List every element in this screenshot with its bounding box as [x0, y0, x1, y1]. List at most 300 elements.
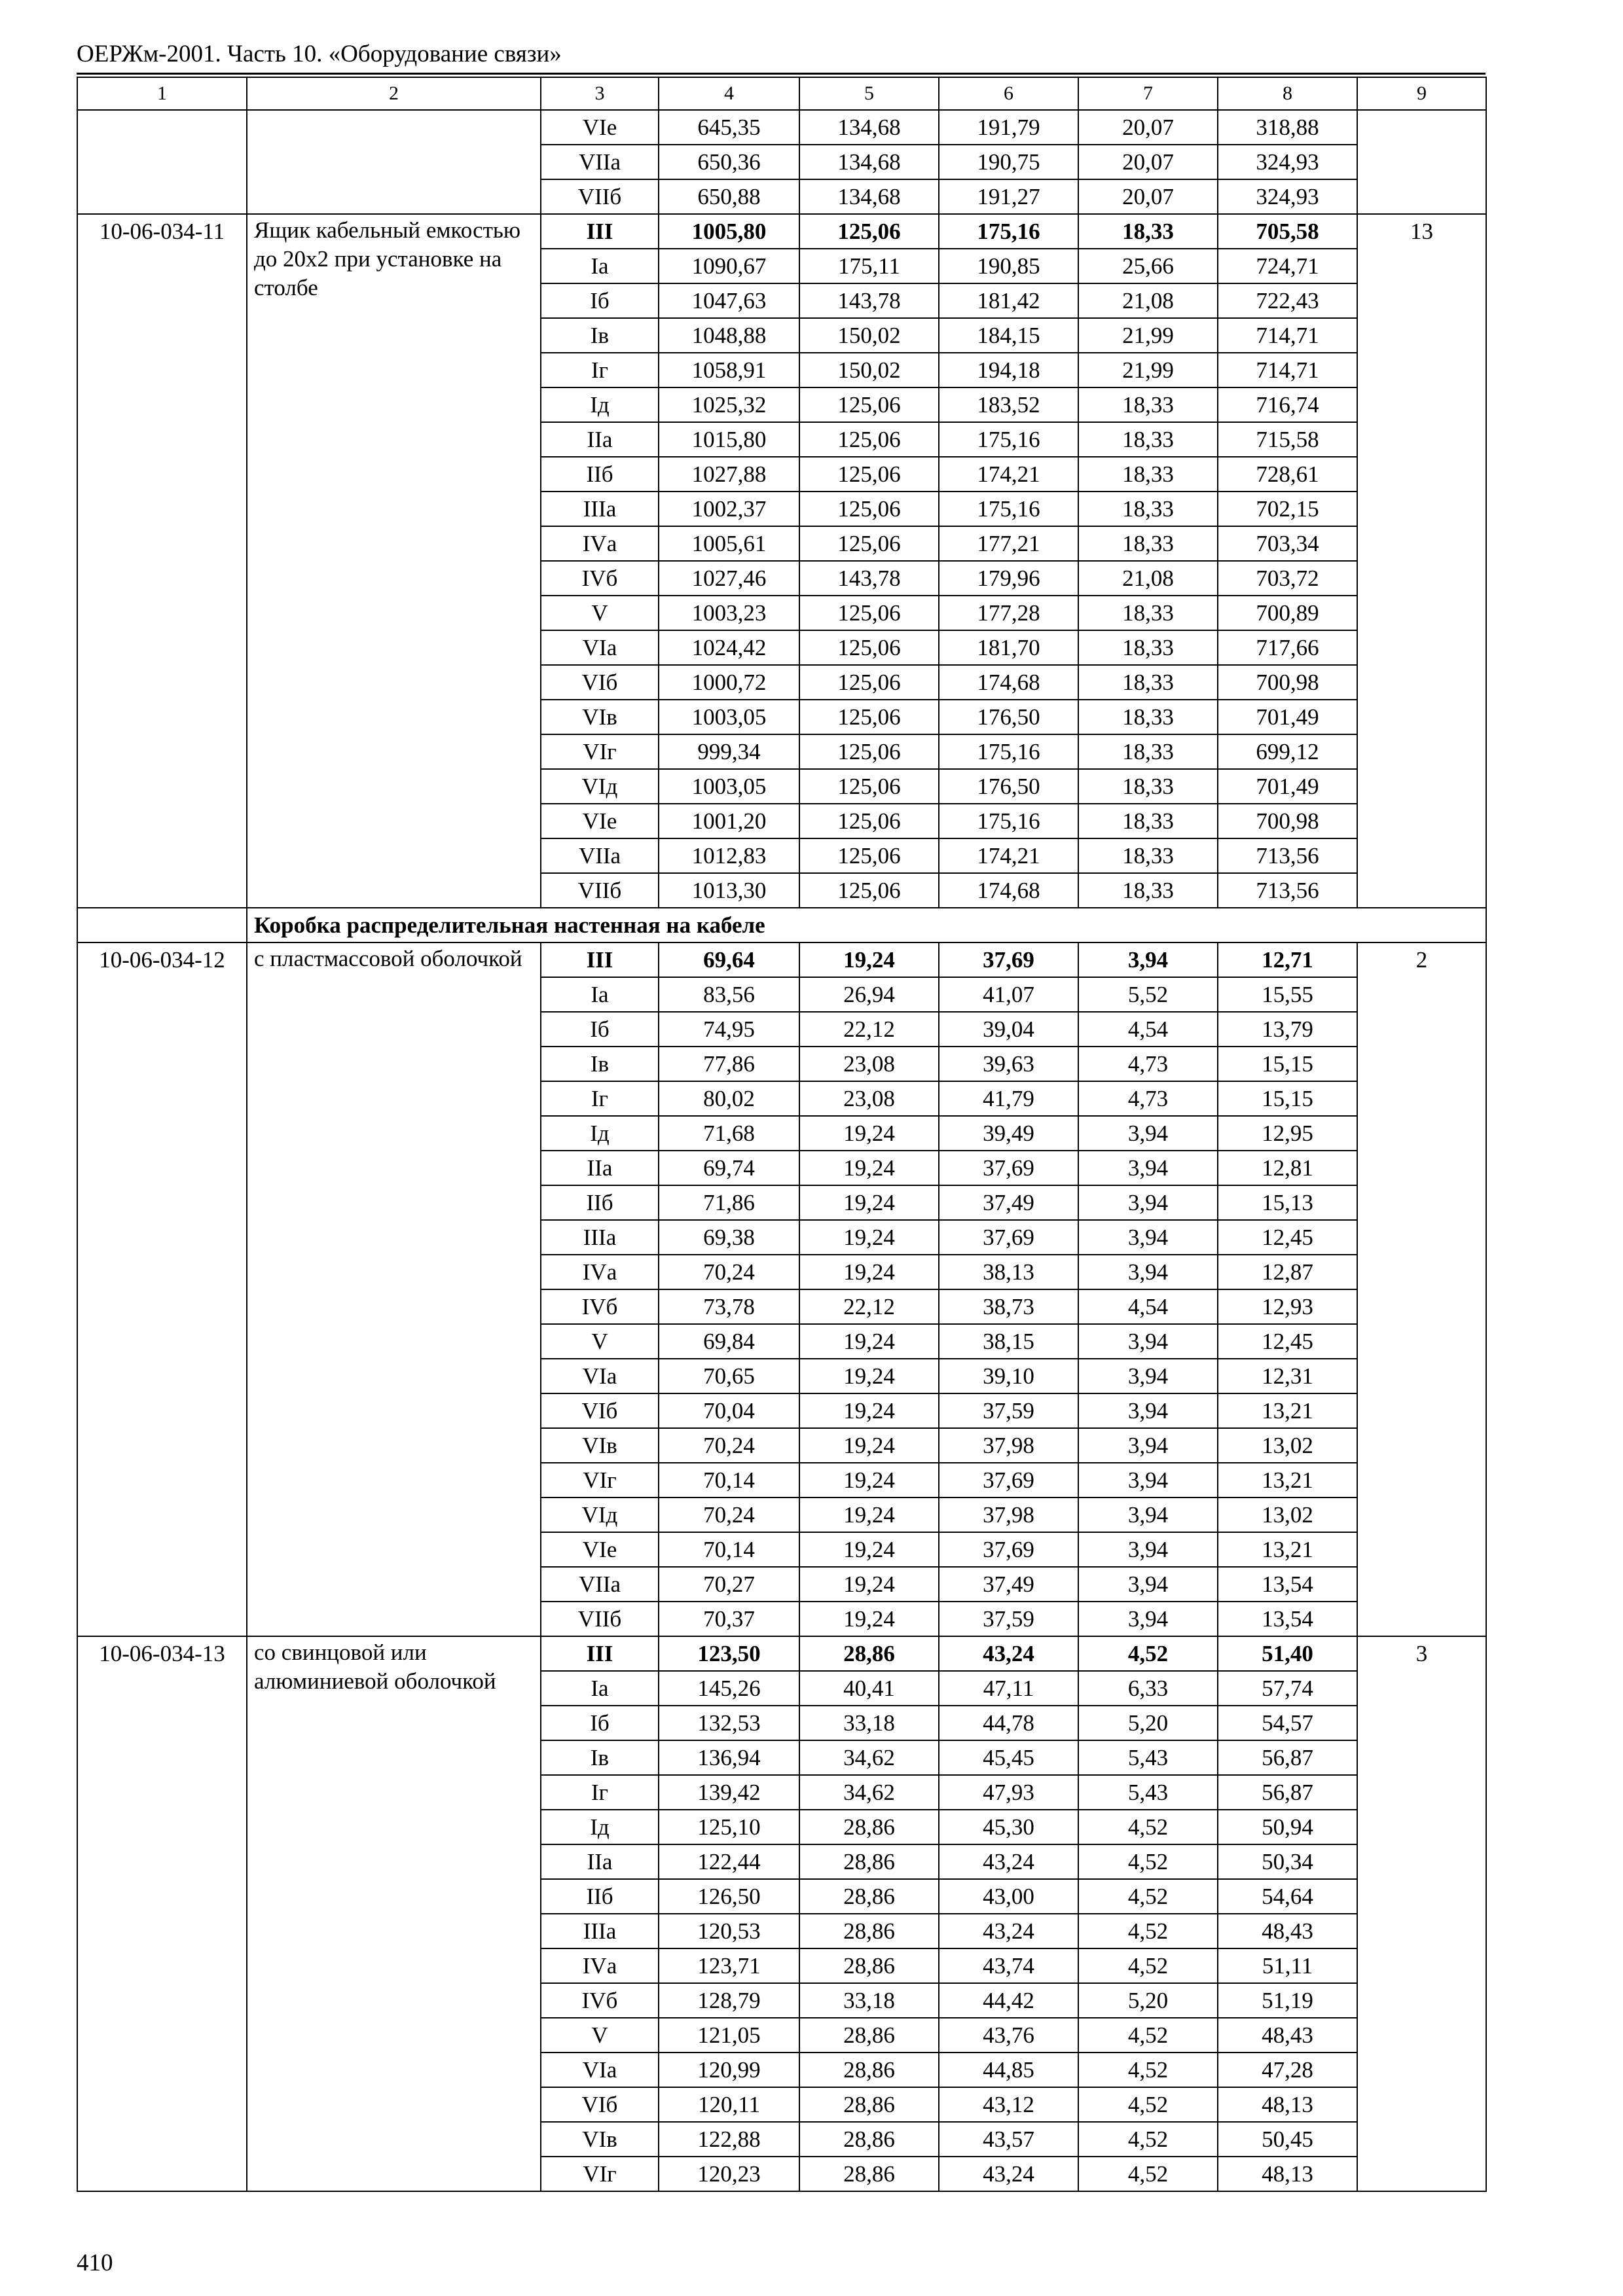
materials-cost: 54,57 — [1218, 1706, 1357, 1740]
total-cost: 123,71 — [659, 1948, 799, 1983]
total-cost: 1000,72 — [659, 665, 799, 700]
table-row — [77, 942, 1486, 977]
machinist-wages: 4,73 — [1078, 1047, 1218, 1081]
total-cost: 136,94 — [659, 1740, 799, 1775]
page-number: 410 — [77, 2250, 113, 2276]
total-cost: 1090,67 — [659, 249, 799, 283]
wages: 19,24 — [799, 1532, 939, 1567]
machine-cost: 37,59 — [939, 1393, 1078, 1428]
machine-cost: 174,21 — [939, 838, 1078, 873]
total-cost: 650,36 — [659, 145, 799, 179]
machinist-wages: 18,33 — [1078, 873, 1218, 908]
machinist-wages: 4,52 — [1078, 1810, 1218, 1844]
machinist-wages: 4,52 — [1078, 1879, 1218, 1914]
zone-code: Iа — [541, 249, 659, 283]
zone-code: Iг — [541, 1081, 659, 1116]
machine-cost: 37,69 — [939, 942, 1078, 977]
materials-cost: 51,19 — [1218, 1983, 1357, 2018]
total-cost: 1027,46 — [659, 561, 799, 596]
machine-cost: 194,18 — [939, 353, 1078, 387]
machinist-wages: 4,52 — [1078, 1844, 1218, 1879]
total-cost: 1012,83 — [659, 838, 799, 873]
materials-cost: 48,13 — [1218, 2087, 1357, 2122]
zone-code: VIIб — [541, 179, 659, 214]
zone-code: Iг — [541, 353, 659, 387]
total-cost: 1025,32 — [659, 387, 799, 422]
zone-code: VIIа — [541, 145, 659, 179]
machinist-wages: 4,52 — [1078, 2087, 1218, 2122]
zone-code: Iа — [541, 977, 659, 1012]
materials-cost: 700,98 — [1218, 804, 1357, 838]
materials-cost: 15,13 — [1218, 1185, 1357, 1220]
zone-code: VIб — [541, 2087, 659, 2122]
wages: 125,06 — [799, 665, 939, 700]
total-cost: 69,38 — [659, 1220, 799, 1255]
zone-code: III — [541, 942, 659, 977]
wages: 19,24 — [799, 1255, 939, 1289]
zone-code: VIг — [541, 1463, 659, 1498]
total-cost: 83,56 — [659, 977, 799, 1012]
materials-cost: 12,95 — [1218, 1116, 1357, 1151]
wages: 33,18 — [799, 1706, 939, 1740]
item-name: Ящик кабельный емкостью до 20х2 при установке на столбе — [247, 214, 541, 908]
total-cost: 1047,63 — [659, 283, 799, 318]
machinist-wages: 18,33 — [1078, 596, 1218, 630]
machinist-wages: 18,33 — [1078, 769, 1218, 804]
machinist-wages: 4,52 — [1078, 1636, 1218, 1671]
materials-cost: 722,43 — [1218, 283, 1357, 318]
total-cost: 74,95 — [659, 1012, 799, 1047]
machine-cost: 37,98 — [939, 1428, 1078, 1463]
materials-cost: 703,34 — [1218, 526, 1357, 561]
wages: 19,24 — [799, 1359, 939, 1393]
zone-code: VIIа — [541, 1567, 659, 1602]
machine-cost: 37,49 — [939, 1185, 1078, 1220]
zone-code: V — [541, 1324, 659, 1359]
total-cost: 70,04 — [659, 1393, 799, 1428]
machinist-wages: 5,20 — [1078, 1706, 1218, 1740]
machinist-wages: 3,94 — [1078, 1185, 1218, 1220]
machine-cost: 177,21 — [939, 526, 1078, 561]
materials-cost: 716,74 — [1218, 387, 1357, 422]
materials-cost: 50,45 — [1218, 2122, 1357, 2157]
machinist-wages: 3,94 — [1078, 1359, 1218, 1393]
zone-code: IIб — [541, 1185, 659, 1220]
wages: 26,94 — [799, 977, 939, 1012]
machinist-wages: 18,33 — [1078, 387, 1218, 422]
column-number: 4 — [659, 77, 799, 110]
wages: 33,18 — [799, 1983, 939, 2018]
zone-code: III — [541, 1636, 659, 1671]
wages: 125,06 — [799, 457, 939, 492]
machinist-wages: 5,20 — [1078, 1983, 1218, 2018]
item-group: 2 — [1357, 942, 1486, 1636]
machine-cost: 37,69 — [939, 1151, 1078, 1185]
machinist-wages: 6,33 — [1078, 1671, 1218, 1706]
materials-cost: 48,43 — [1218, 1914, 1357, 1948]
materials-cost: 13,21 — [1218, 1463, 1357, 1498]
total-cost: 70,24 — [659, 1428, 799, 1463]
total-cost: 1005,80 — [659, 214, 799, 249]
total-cost: 1001,20 — [659, 804, 799, 838]
machinist-wages: 5,43 — [1078, 1740, 1218, 1775]
zone-code: VIа — [541, 1359, 659, 1393]
total-cost: 69,84 — [659, 1324, 799, 1359]
materials-cost: 15,15 — [1218, 1047, 1357, 1081]
zone-code: VIа — [541, 630, 659, 665]
wages: 125,06 — [799, 838, 939, 873]
wages: 19,24 — [799, 1151, 939, 1185]
wages: 19,24 — [799, 1463, 939, 1498]
wages: 125,06 — [799, 526, 939, 561]
wages: 125,06 — [799, 734, 939, 769]
machinist-wages: 4,52 — [1078, 2053, 1218, 2087]
machinist-wages: 3,94 — [1078, 942, 1218, 977]
section-title: Коробка распределительная настенная на кабеле — [247, 908, 1486, 942]
machine-cost: 175,16 — [939, 734, 1078, 769]
machinist-wages: 20,07 — [1078, 179, 1218, 214]
machinist-wages: 4,52 — [1078, 2157, 1218, 2191]
zone-code: VIб — [541, 1393, 659, 1428]
zone-code: IIа — [541, 1844, 659, 1879]
page-header: ОЕРЖм-2001. Часть 10. «Оборудование связи» — [77, 41, 562, 67]
machine-cost: 191,79 — [939, 110, 1078, 145]
machine-cost: 37,59 — [939, 1602, 1078, 1636]
machinist-wages: 20,07 — [1078, 145, 1218, 179]
materials-cost: 324,93 — [1218, 179, 1357, 214]
materials-cost: 13,54 — [1218, 1602, 1357, 1636]
zone-code: VIа — [541, 2053, 659, 2087]
wages: 19,24 — [799, 1428, 939, 1463]
zone-code: VIд — [541, 1498, 659, 1532]
machinist-wages: 3,94 — [1078, 1220, 1218, 1255]
materials-cost: 703,72 — [1218, 561, 1357, 596]
wages: 28,86 — [799, 1879, 939, 1914]
wages: 34,62 — [799, 1740, 939, 1775]
price-table-body — [77, 77, 1486, 2191]
machine-cost: 39,63 — [939, 1047, 1078, 1081]
total-cost: 70,14 — [659, 1463, 799, 1498]
wages: 19,24 — [799, 1498, 939, 1532]
total-cost: 1005,61 — [659, 526, 799, 561]
item-group: 13 — [1357, 214, 1486, 908]
column-number: 9 — [1357, 77, 1486, 110]
total-cost: 122,44 — [659, 1844, 799, 1879]
total-cost: 122,88 — [659, 2122, 799, 2157]
materials-cost: 724,71 — [1218, 249, 1357, 283]
column-number: 1 — [77, 77, 247, 110]
column-number-row — [77, 77, 1486, 110]
machinist-wages: 18,33 — [1078, 492, 1218, 526]
machinist-wages: 3,94 — [1078, 1428, 1218, 1463]
materials-cost: 15,55 — [1218, 977, 1357, 1012]
machinist-wages: 18,33 — [1078, 700, 1218, 734]
total-cost: 69,64 — [659, 942, 799, 977]
zone-code: IVб — [541, 1983, 659, 2018]
total-cost: 1027,88 — [659, 457, 799, 492]
zone-code: IIа — [541, 422, 659, 457]
zone-code: VIIб — [541, 873, 659, 908]
wages: 125,06 — [799, 422, 939, 457]
wages: 19,24 — [799, 942, 939, 977]
wages: 22,12 — [799, 1289, 939, 1324]
machine-cost: 44,42 — [939, 1983, 1078, 2018]
wages: 28,86 — [799, 2087, 939, 2122]
materials-cost: 54,64 — [1218, 1879, 1357, 1914]
machine-cost: 191,27 — [939, 179, 1078, 214]
machine-cost: 37,69 — [939, 1220, 1078, 1255]
zone-code: VIв — [541, 700, 659, 734]
total-cost: 123,50 — [659, 1636, 799, 1671]
total-cost: 120,23 — [659, 2157, 799, 2191]
item-name: с пластмассовой оболочкой — [247, 942, 541, 1636]
materials-cost: 12,81 — [1218, 1151, 1357, 1185]
machine-cost: 41,07 — [939, 977, 1078, 1012]
materials-cost: 15,15 — [1218, 1081, 1357, 1116]
machine-cost: 39,49 — [939, 1116, 1078, 1151]
machine-cost: 43,12 — [939, 2087, 1078, 2122]
machine-cost: 37,69 — [939, 1463, 1078, 1498]
wages: 143,78 — [799, 283, 939, 318]
machine-cost: 39,10 — [939, 1359, 1078, 1393]
machinist-wages: 18,33 — [1078, 526, 1218, 561]
total-cost: 1003,05 — [659, 769, 799, 804]
machinist-wages: 18,33 — [1078, 422, 1218, 457]
wages: 40,41 — [799, 1671, 939, 1706]
zone-code: IVа — [541, 526, 659, 561]
zone-code: VIв — [541, 1428, 659, 1463]
machine-cost: 176,50 — [939, 769, 1078, 804]
machinist-wages: 4,54 — [1078, 1289, 1218, 1324]
zone-code: Iа — [541, 1671, 659, 1706]
wages: 28,86 — [799, 1636, 939, 1671]
total-cost: 70,14 — [659, 1532, 799, 1567]
wages: 125,06 — [799, 492, 939, 526]
machinist-wages: 21,08 — [1078, 283, 1218, 318]
wages: 28,86 — [799, 1914, 939, 1948]
machinist-wages: 18,33 — [1078, 630, 1218, 665]
item-group: 3 — [1357, 1636, 1486, 2191]
materials-cost: 324,93 — [1218, 145, 1357, 179]
wages: 125,06 — [799, 596, 939, 630]
total-cost: 77,86 — [659, 1047, 799, 1081]
machine-cost: 43,74 — [939, 1948, 1078, 1983]
code-cell — [77, 110, 247, 214]
zone-code: V — [541, 596, 659, 630]
machinist-wages: 18,33 — [1078, 665, 1218, 700]
machine-cost: 38,15 — [939, 1324, 1078, 1359]
machinist-wages: 18,33 — [1078, 457, 1218, 492]
materials-cost: 713,56 — [1218, 873, 1357, 908]
materials-cost: 48,43 — [1218, 2018, 1357, 2053]
total-cost: 120,53 — [659, 1914, 799, 1948]
machine-cost: 177,28 — [939, 596, 1078, 630]
machinist-wages: 3,94 — [1078, 1393, 1218, 1428]
wages: 125,06 — [799, 804, 939, 838]
machine-cost: 37,49 — [939, 1567, 1078, 1602]
wages: 175,11 — [799, 249, 939, 283]
total-cost: 70,37 — [659, 1602, 799, 1636]
machinist-wages: 4,52 — [1078, 1914, 1218, 1948]
wages: 150,02 — [799, 318, 939, 353]
table-row — [77, 110, 1486, 145]
price-table-container — [77, 77, 1486, 2192]
wages: 143,78 — [799, 561, 939, 596]
total-cost: 132,53 — [659, 1706, 799, 1740]
zone-code: VIе — [541, 1532, 659, 1567]
machinist-wages: 18,33 — [1078, 734, 1218, 769]
wages: 134,68 — [799, 145, 939, 179]
materials-cost: 715,58 — [1218, 422, 1357, 457]
materials-cost: 714,71 — [1218, 353, 1357, 387]
machinist-wages: 3,94 — [1078, 1116, 1218, 1151]
zone-code: VIв — [541, 2122, 659, 2157]
wages: 125,06 — [799, 769, 939, 804]
materials-cost: 12,71 — [1218, 942, 1357, 977]
zone-code: IIб — [541, 457, 659, 492]
machinist-wages: 3,94 — [1078, 1255, 1218, 1289]
wages: 19,24 — [799, 1324, 939, 1359]
materials-cost: 51,11 — [1218, 1948, 1357, 1983]
wages: 19,24 — [799, 1220, 939, 1255]
section-title-spacer — [77, 908, 247, 942]
total-cost: 1015,80 — [659, 422, 799, 457]
column-number: 5 — [799, 77, 939, 110]
materials-cost: 700,98 — [1218, 665, 1357, 700]
machinist-wages: 3,94 — [1078, 1498, 1218, 1532]
name-cell — [247, 110, 541, 214]
machinist-wages: 4,52 — [1078, 1948, 1218, 1983]
machine-cost: 190,85 — [939, 249, 1078, 283]
materials-cost: 48,13 — [1218, 2157, 1357, 2191]
zone-code: IVа — [541, 1948, 659, 1983]
zone-code: IIб — [541, 1879, 659, 1914]
table-row — [77, 214, 1486, 249]
column-number: 2 — [247, 77, 541, 110]
total-cost: 1003,05 — [659, 700, 799, 734]
total-cost: 73,78 — [659, 1289, 799, 1324]
machinist-wages: 21,99 — [1078, 318, 1218, 353]
total-cost: 650,88 — [659, 179, 799, 214]
materials-cost: 13,54 — [1218, 1567, 1357, 1602]
machinist-wages: 21,99 — [1078, 353, 1218, 387]
materials-cost: 13,02 — [1218, 1428, 1357, 1463]
wages: 28,86 — [799, 1810, 939, 1844]
materials-cost: 13,79 — [1218, 1012, 1357, 1047]
total-cost: 1048,88 — [659, 318, 799, 353]
machine-cost: 175,16 — [939, 492, 1078, 526]
total-cost: 80,02 — [659, 1081, 799, 1116]
materials-cost: 57,74 — [1218, 1671, 1357, 1706]
total-cost: 125,10 — [659, 1810, 799, 1844]
total-cost: 120,11 — [659, 2087, 799, 2122]
machine-cost: 43,76 — [939, 2018, 1078, 2053]
materials-cost: 702,15 — [1218, 492, 1357, 526]
materials-cost: 717,66 — [1218, 630, 1357, 665]
total-cost: 120,99 — [659, 2053, 799, 2087]
machine-cost: 37,98 — [939, 1498, 1078, 1532]
column-number: 7 — [1078, 77, 1218, 110]
wages: 28,86 — [799, 1948, 939, 1983]
materials-cost: 13,21 — [1218, 1532, 1357, 1567]
machinist-wages: 3,94 — [1078, 1532, 1218, 1567]
zone-code: VIIа — [541, 838, 659, 873]
materials-cost: 713,56 — [1218, 838, 1357, 873]
materials-cost: 47,28 — [1218, 2053, 1357, 2087]
machinist-wages: 3,94 — [1078, 1602, 1218, 1636]
total-cost: 1024,42 — [659, 630, 799, 665]
machinist-wages: 4,73 — [1078, 1081, 1218, 1116]
total-cost: 121,05 — [659, 2018, 799, 2053]
total-cost: 70,24 — [659, 1255, 799, 1289]
zone-code: Iб — [541, 1012, 659, 1047]
machine-cost: 38,13 — [939, 1255, 1078, 1289]
zone-code: Iг — [541, 1775, 659, 1810]
machine-cost: 43,00 — [939, 1879, 1078, 1914]
machine-cost: 181,42 — [939, 283, 1078, 318]
column-number: 8 — [1218, 77, 1357, 110]
wages: 125,06 — [799, 214, 939, 249]
total-cost: 645,35 — [659, 110, 799, 145]
column-number: 3 — [541, 77, 659, 110]
wages: 19,24 — [799, 1185, 939, 1220]
machine-cost: 38,73 — [939, 1289, 1078, 1324]
wages: 125,06 — [799, 873, 939, 908]
machine-cost: 43,24 — [939, 1844, 1078, 1879]
wages: 28,86 — [799, 2122, 939, 2157]
zone-code: IVа — [541, 1255, 659, 1289]
total-cost: 70,24 — [659, 1498, 799, 1532]
machine-cost: 43,24 — [939, 2157, 1078, 2191]
zone-code: IIа — [541, 1151, 659, 1185]
materials-cost: 700,89 — [1218, 596, 1357, 630]
wages: 23,08 — [799, 1081, 939, 1116]
zone-code: IIIа — [541, 1914, 659, 1948]
total-cost: 145,26 — [659, 1671, 799, 1706]
materials-cost: 12,45 — [1218, 1220, 1357, 1255]
machinist-wages: 20,07 — [1078, 110, 1218, 145]
machinist-wages: 3,94 — [1078, 1463, 1218, 1498]
zone-code: VIе — [541, 804, 659, 838]
zone-code: VIд — [541, 769, 659, 804]
zone-code: Iд — [541, 1116, 659, 1151]
wages: 22,12 — [799, 1012, 939, 1047]
materials-cost: 51,40 — [1218, 1636, 1357, 1671]
machinist-wages: 4,54 — [1078, 1012, 1218, 1047]
wages: 28,86 — [799, 2053, 939, 2087]
machine-cost: 183,52 — [939, 387, 1078, 422]
wages: 125,06 — [799, 700, 939, 734]
machinist-wages: 4,52 — [1078, 2018, 1218, 2053]
wages: 28,86 — [799, 1844, 939, 1879]
zone-code: Iд — [541, 1810, 659, 1844]
machine-cost: 43,24 — [939, 1636, 1078, 1671]
machine-cost: 43,24 — [939, 1914, 1078, 1948]
materials-cost: 56,87 — [1218, 1740, 1357, 1775]
wages: 125,06 — [799, 387, 939, 422]
zone-code: Iв — [541, 318, 659, 353]
machinist-wages: 3,94 — [1078, 1567, 1218, 1602]
machine-cost: 174,68 — [939, 873, 1078, 908]
materials-cost: 12,87 — [1218, 1255, 1357, 1289]
materials-cost: 701,49 — [1218, 700, 1357, 734]
table-row — [77, 1636, 1486, 1671]
zone-code: VIIб — [541, 1602, 659, 1636]
section-title-row — [77, 908, 1486, 942]
wages: 19,24 — [799, 1116, 939, 1151]
machinist-wages: 18,33 — [1078, 214, 1218, 249]
materials-cost: 13,21 — [1218, 1393, 1357, 1428]
